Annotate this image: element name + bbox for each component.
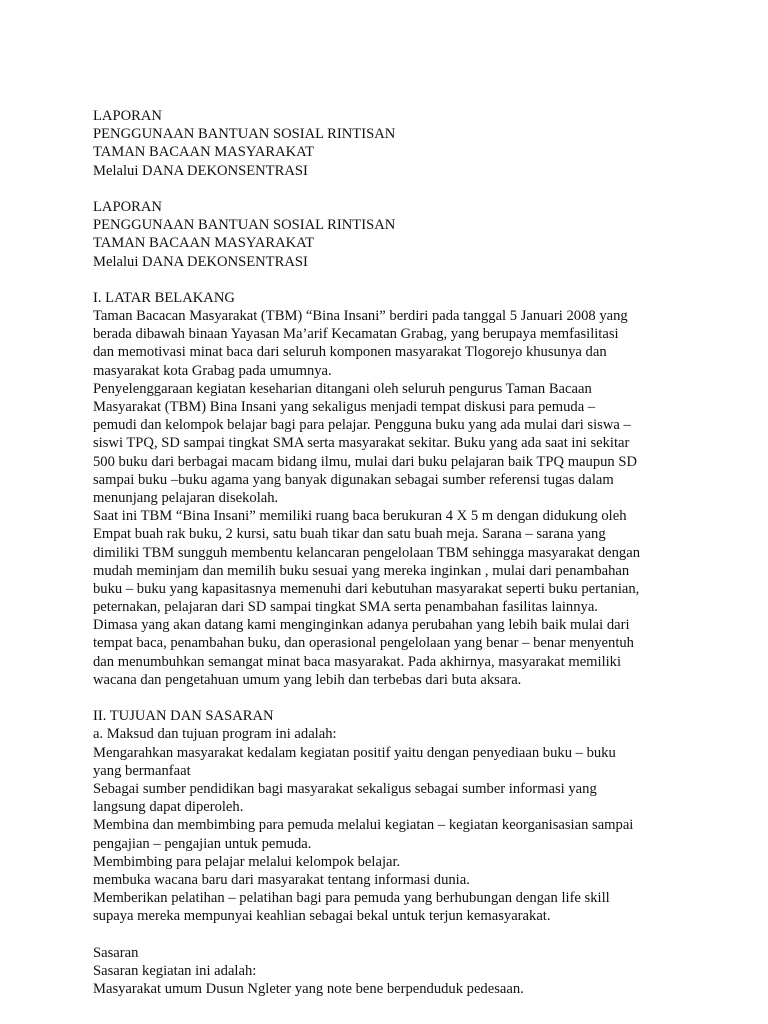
blank-line	[93, 271, 693, 289]
title-line: LAPORAN	[93, 198, 162, 215]
title-line: Melalui DANA DEKONSENTRASI	[93, 253, 308, 270]
title-line: LAPORAN	[93, 108, 162, 124]
section-tujuan-sasaran	[93, 707, 693, 925]
paragraph-line: dan memotivasi minat baca dari seluruh komponen masyarakat Tlogorejo khusunya dan	[93, 344, 607, 361]
paragraph-line: buku – buku yang kapasitasnya memenuhi dari kebutuhan masyarakat seperti buku pertanian,	[93, 580, 640, 597]
paragraph-line: wacana dan pengetahuan umum yang lebih dan terbebas dari buta aksara.	[93, 671, 522, 688]
paragraph-line: pemudi dan kelompok belajar bagi para pelajar. Pengguna buku yang ada mulai dari siswa –	[93, 417, 631, 434]
paragraph-line: Dimasa yang akan datang kami menginginkan adanya perubahan yang lebih baik mulai dari	[93, 617, 630, 634]
paragraph-line: pengajian – pengajian untuk pemuda.	[93, 835, 312, 852]
paragraph-line: Sebagai sumber pendidikan bagi masyarakat sekaligus sebagai sumber informasi yang	[93, 780, 597, 797]
paragraph-line: berada dibawah binaan Yayasan Ma’arif Kecamatan Grabag, yang berupaya memfasilitasi	[93, 326, 619, 343]
blank-line	[93, 689, 693, 707]
paragraph-line: Membimbing para pelajar melalui kelompok belajar.	[93, 853, 401, 870]
paragraph-line: Empat buah rak buku, 2 kursi, satu buah tikar dan satu buah meja. Sarana – sarana yang	[93, 526, 606, 543]
paragraph-line: masyarakat kota Grabag pada umumnya.	[93, 362, 332, 379]
paragraph-line: menunjang pelajaran disekolah.	[93, 489, 279, 506]
paragraph-line: a. Maksud dan tujuan program ini adalah:	[93, 726, 337, 743]
blank-line	[93, 180, 693, 198]
paragraph-line: Mengarahkan masyarakat kedalam kegiatan positif yaitu dengan penyediaan buku – buku	[93, 744, 616, 761]
paragraph-line: mudah meminjam dan memilih buku sesuai yang mereka inginkan , mulai dari penambahan	[93, 562, 630, 579]
paragraph-line: tempat baca, penambahan buku, dan operasional pengelolaan yang benar – benar menyentuh	[93, 635, 634, 652]
title-line: Melalui DANA DEKONSENTRASI	[93, 162, 308, 179]
paragraph-line: siswi TPQ, SD sampai tingkat SMA serta masyarakat sekitar. Buku yang ada saat ini sekitar	[93, 435, 630, 452]
paragraph-line: peternakan, pelajaran dari SD sampai tingkat SMA serta penambahan fasilitas lainnya.	[93, 599, 598, 616]
paragraph-line: Masyarakat (TBM) Bina Insani yang sekaligus menjadi tempat diskusi para pemuda –	[93, 399, 596, 415]
paragraph-line: Saat ini TBM “Bina Insani” memiliki ruang baca berukuran 4 X 5 m dengan didukung oleh	[93, 508, 627, 525]
paragraph-line: supaya mereka mempunyai keahlian sebagai bekal untuk terjun kemasyarakat.	[93, 908, 551, 925]
paragraph-line: Sasaran kegiatan ini adalah:	[93, 962, 257, 979]
section-latar-belakang	[93, 289, 693, 689]
paragraph-line: sampai buku –buku agama yang banyak digunakan sebagai sumber referensi tugas dalam	[93, 471, 614, 488]
paragraph-line: membuka wacana baru dari masyarakat tentang informasi dunia.	[93, 871, 470, 888]
paragraph-line: 500 buku dari berbagai macam bidang ilmu, mulai dari buku pelajaran baik TPQ maupun SD	[93, 453, 638, 470]
paragraph-line: langsung dapat diperoleh.	[93, 799, 244, 816]
title-line: TAMAN BACAAN MASYARAKAT	[93, 144, 314, 161]
section-heading: I. LATAR BELAKANG	[93, 289, 235, 306]
paragraph-line: dimiliki TBM sungguh membentu kelancaran pengelolaan TBM sehingga masyarakat dengan	[93, 544, 641, 561]
paragraph-line: Penyelenggaraan kegiatan keseharian ditangani oleh seluruh pengurus Taman Bacaan	[93, 380, 592, 397]
title-line: PENGGUNAAN BANTUAN SOSIAL RINTISAN	[93, 126, 396, 143]
paragraph-line: Membina dan membimbing para pemuda melalui kegiatan – kegiatan keorganisasian sampai	[93, 817, 634, 834]
title-line: TAMAN BACAAN MASYARAKAT	[93, 235, 314, 252]
paragraph-line: Taman Bacacan Masyarakat (TBM) “Bina Insani” berdiri pada tanggal 5 Januari 2008 yang	[93, 308, 628, 325]
paragraph-line: Masyarakat umum Dusun Ngleter yang note bene berpenduduk pedesaan.	[93, 981, 524, 997]
document-body	[93, 107, 693, 998]
title-block	[93, 107, 693, 180]
section-sasaran	[93, 944, 693, 999]
paragraph-line: dan menumbuhkan semangat minat baca masyarakat. Pada akhirnya, masyarakat memiliki	[93, 653, 622, 670]
paragraph-line: Memberikan pelatihan – pelatihan bagi para pemuda yang berhubungan dengan life skill	[93, 890, 610, 907]
title-block-repeat	[93, 198, 693, 271]
paragraph-line: yang bermanfaat	[93, 762, 191, 779]
section-heading: II. TUJUAN DAN SASARAN	[93, 708, 274, 725]
title-line: PENGGUNAAN BANTUAN SOSIAL RINTISAN	[93, 217, 396, 234]
section-heading: Sasaran	[93, 944, 139, 961]
blank-line	[93, 925, 693, 943]
